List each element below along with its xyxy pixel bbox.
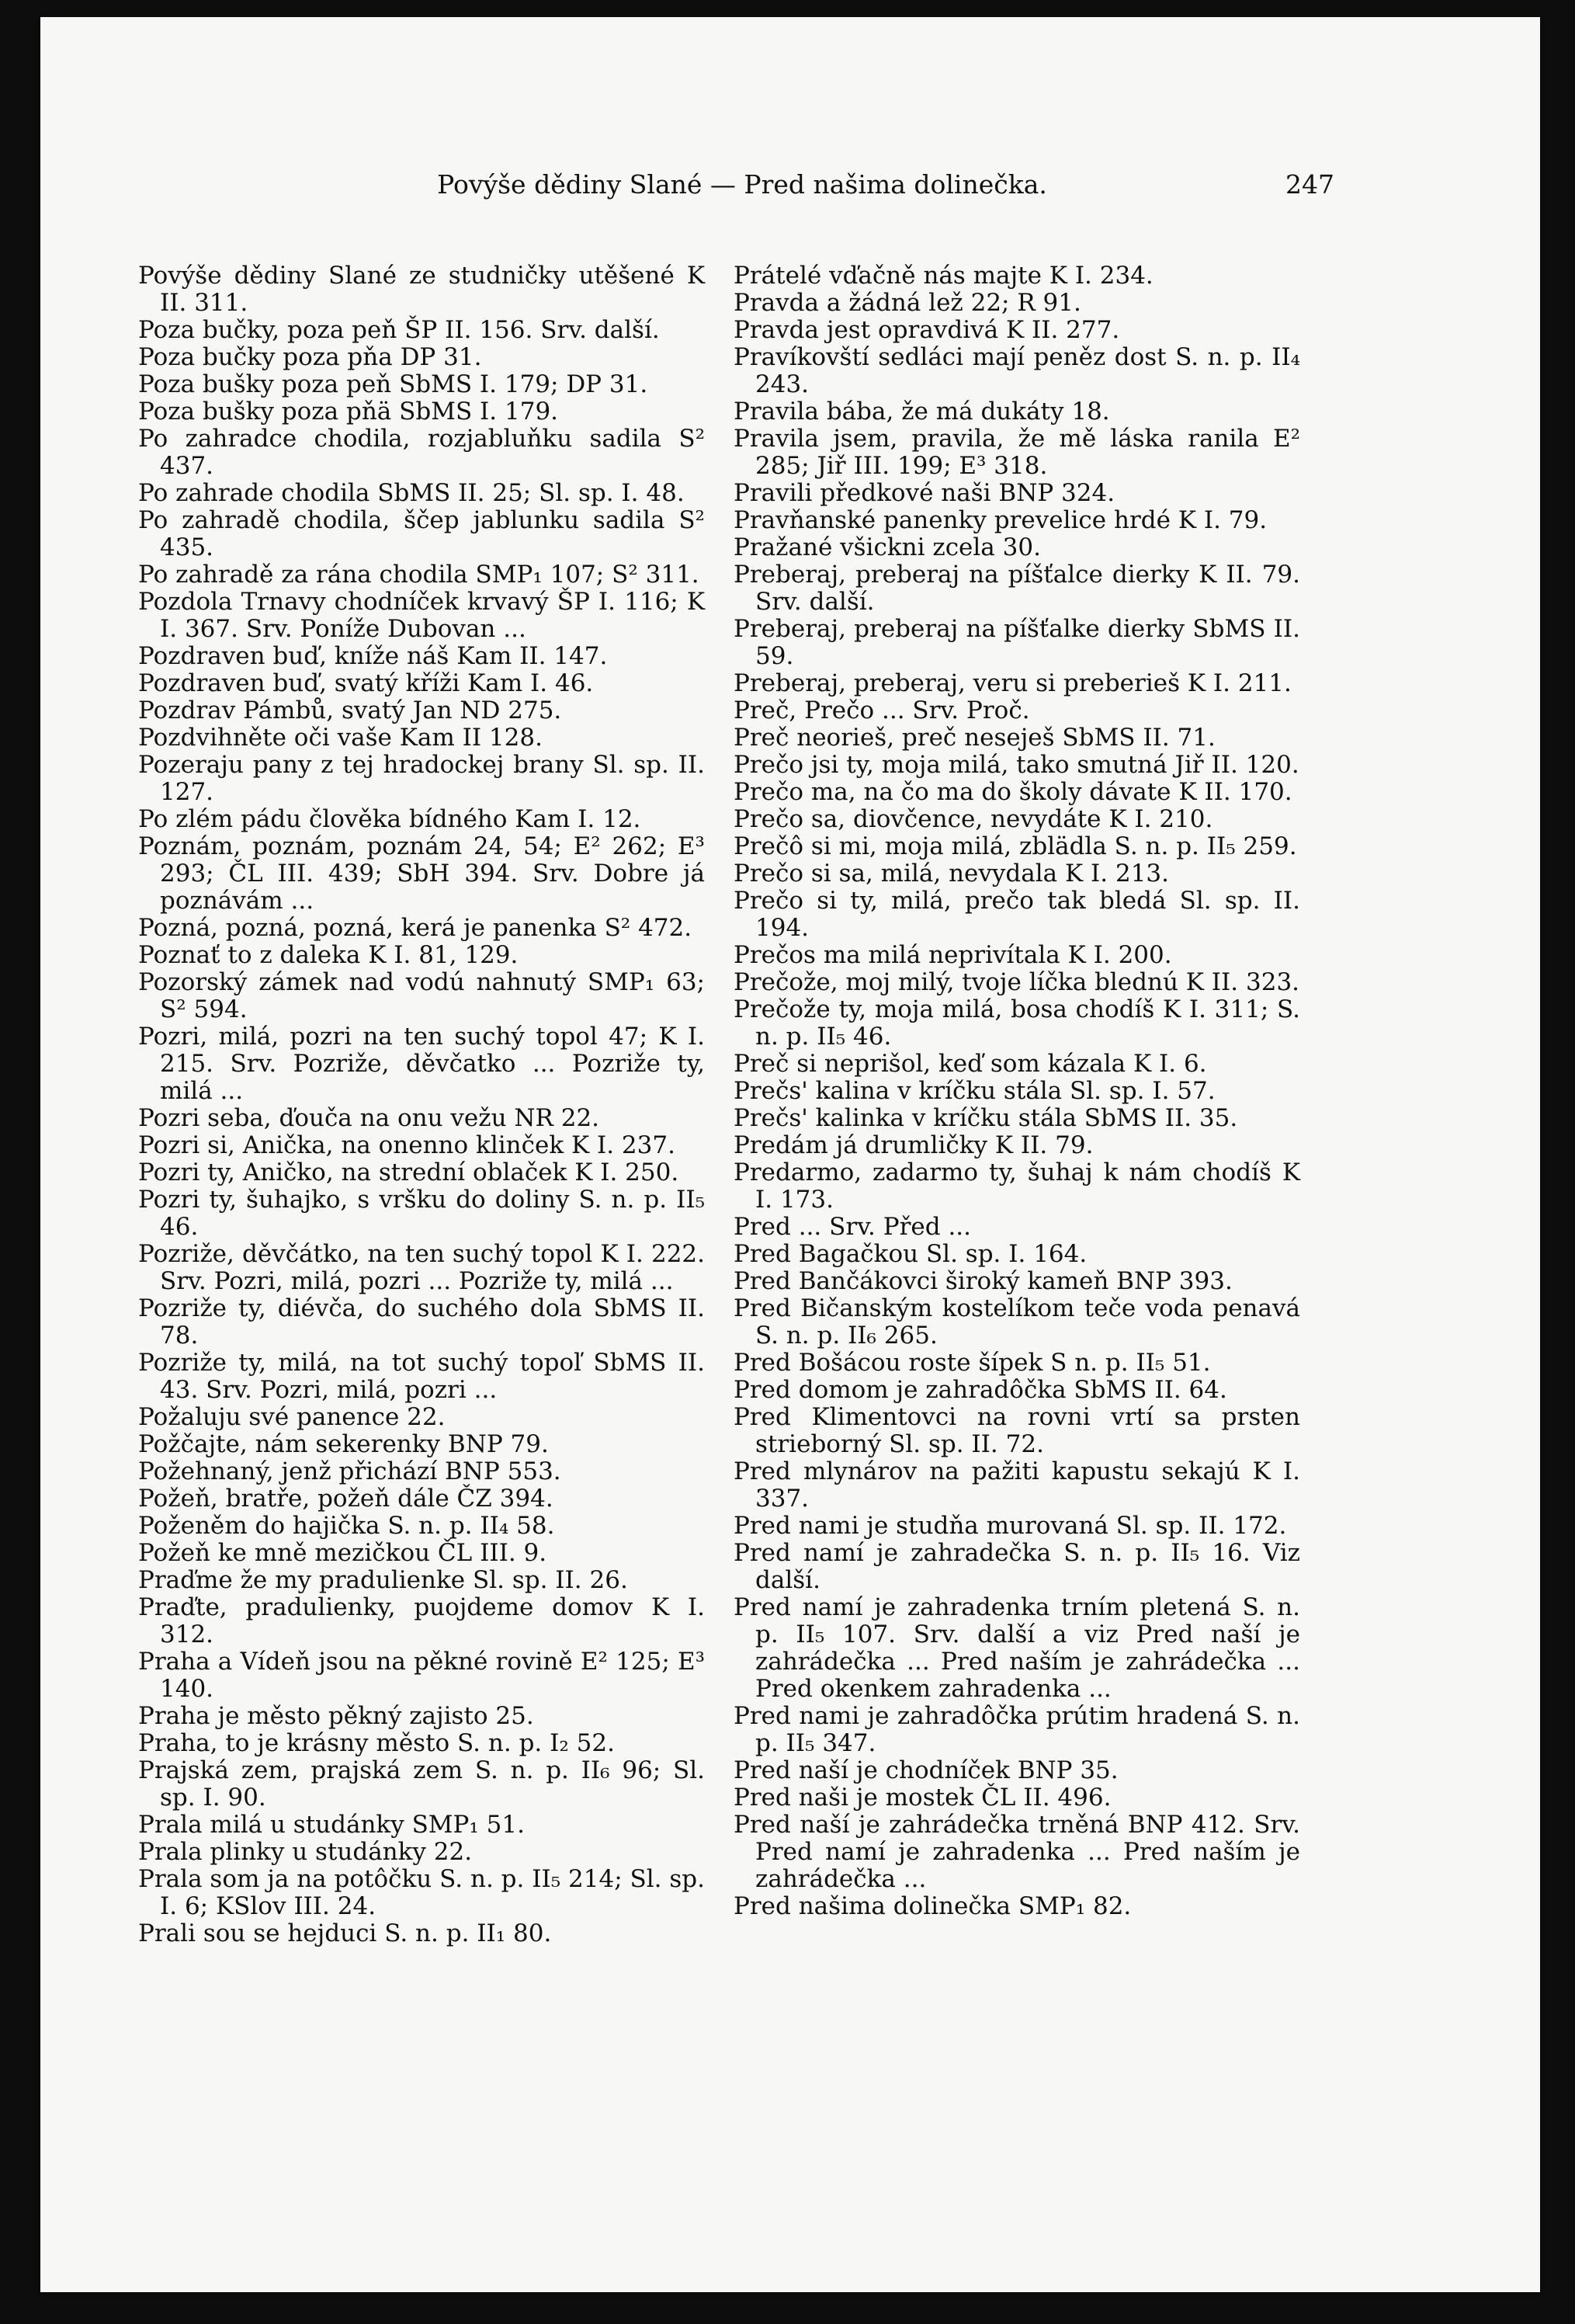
index-entry: Pred ... Srv. Před ... — [734, 1213, 972, 1241]
index-entry: Poza bučky, poza peň ŠP II. 156. Srv. další. — [138, 316, 660, 344]
index-entry: Prečo ma, na čo ma do školy dávate K II. 170. — [734, 778, 1292, 806]
index-entry: Pozeraju pany z tej hradockej brany Sl. sp. II. 127. — [138, 751, 705, 806]
index-entry: Pozdvihněte oči vaše Kam II 128. — [138, 724, 543, 752]
index-entry: Preč, Prečo ... Srv. Proč. — [734, 697, 1030, 724]
index-entry: Preberaj, preberaj na píšťalce dierky K II. 79. Srv. další. — [734, 561, 1300, 616]
index-entry: Poženěm do hajička S. n. p. II₄ 58. — [138, 1512, 555, 1540]
book-page — [40, 17, 1540, 2292]
index-entry: Prajská zem, prajská zem S. n. p. II₆ 96; Sl. sp. I. 90. — [138, 1756, 705, 1812]
page-header — [40, 169, 1540, 216]
index-entry: Pozriže ty, diévča, do suchého dola SbMS II. 78. — [138, 1294, 705, 1350]
index-entry: Pred naší je chodníček BNP 35. — [734, 1756, 1119, 1784]
index-entry: Pravda a žádná lež 22; R 91. — [734, 289, 1081, 317]
index-entry: Praha a Vídeň jsou na pěkné rovině E² 125; E³ 140. — [138, 1648, 705, 1703]
index-entry: Povýše dědiny Slané ze studničky utěšené K II. 311. — [138, 262, 705, 317]
index-entry: Prečô si mi, moja milá, zblädla S. n. p. II₅ 259. — [734, 832, 1297, 860]
index-entry: Prali sou se hejduci S. n. p. II₁ 80. — [138, 1919, 552, 1947]
index-entry: Prečože ty, moja milá, bosa chodíš K I. 311; S. n. p. II₅ 46. — [734, 995, 1300, 1051]
index-entry: Požehnaný, jenž přichází BNP 553. — [138, 1457, 561, 1485]
index-entry: Poznám, poznám, poznám 24, 54; E² 262; E³ 293; ČL III. 439; SbH 394. Srv. Dobre já poznávám ... — [138, 832, 705, 915]
index-entry: Preberaj, preberaj na píšťalke dierky SbMS II. 59. — [734, 615, 1300, 670]
index-entry: Preberaj, preberaj, veru si preberieš K I. 211. — [734, 669, 1292, 697]
index-entry: Prečs' kalinka v kríčku stála SbMS II. 35. — [734, 1104, 1238, 1132]
index-entry: Prečo si ty, milá, prečo tak bledá Sl. sp. II. 194. — [734, 887, 1300, 942]
index-entry: Predám já drumličky K II. 79. — [734, 1131, 1094, 1159]
index-entry: Poza bušky poza pňä SbMS I. 179. — [138, 398, 559, 426]
index-entry: Praďme že my pradulienke Sl. sp. II. 26. — [138, 1566, 628, 1594]
index-entry: Pozri si, Anička, na onenno klinček K I. 237. — [138, 1131, 675, 1159]
index-entry: Pražané všickni zcela 30. — [734, 533, 1041, 561]
index-entry: Pozri ty, Aničko, na strední oblaček K I. 250. — [138, 1159, 679, 1186]
index-entry: Pravila jsem, pravila, že mě láska ranila E² 285; Jiř III. 199; E³ 318. — [734, 425, 1300, 480]
index-entry: Prátelé vďačně nás majte K I. 234. — [734, 262, 1153, 290]
left-column — [138, 262, 705, 1947]
index-entry: Pred namí je zahradenka trním pletená S. n. p. II₅ 107. Srv. další a viz Pred naší je zahrádečka ... Pred naším je zahrádečka ... Pred okenkem zahradenka ... — [734, 1593, 1300, 1703]
index-entry: Pred domom je zahradôčka SbMS II. 64. — [734, 1376, 1227, 1404]
index-entry: Pravňanské panenky prevelice hrdé K I. 79. — [734, 506, 1268, 534]
index-entry: Pred Bančákovci široký kameň BNP 393. — [734, 1267, 1233, 1295]
index-entry: Pravila bába, že má dukáty 18. — [734, 398, 1110, 426]
index-entry: Pred Bičanským kostelíkom teče voda penavá S. n. p. II₆ 265. — [734, 1294, 1300, 1350]
index-entry: Prečo jsi ty, moja milá, tako smutná Jiř II. 120. — [734, 751, 1299, 779]
right-column — [734, 262, 1300, 1920]
index-entry: Pravili předkové naši BNP 324. — [734, 479, 1115, 507]
index-entry: Po zahradě za rána chodila SMP₁ 107; S² 311. — [138, 561, 699, 589]
index-entry: Pred nami je studňa murovaná Sl. sp. II. 172. — [734, 1512, 1287, 1540]
index-entry: Prečos ma milá neprivítala K I. 200. — [734, 941, 1172, 969]
index-entry: Pozriže, děvčátko, na ten suchý topol K I. 222. Srv. Pozri, milá, pozri ... Pozriže ty, milá ... — [138, 1240, 705, 1295]
index-entry: Pozri seba, ďouča na onu vežu NR 22. — [138, 1104, 600, 1132]
index-entry: Požeň ke mně mezičkou ČL III. 9. — [138, 1539, 547, 1567]
index-entry: Pred mlynárov na pažiti kapustu sekajú K I. 337. — [734, 1457, 1300, 1513]
index-entry: Po zahrade chodila SbMS II. 25; Sl. sp. I. 48. — [138, 479, 685, 507]
index-entry: Poza bučky poza pňa DP 31. — [138, 343, 482, 371]
index-entry: Preč neorieš, preč neseješ SbMS II. 71. — [734, 724, 1216, 752]
index-entry: Poznať to z daleka K I. 81, 129. — [138, 941, 519, 969]
running-head: Povýše dědiny Slané — Pred našima dolinečka. — [437, 169, 1047, 200]
index-entry: Pred našima dolinečka SMP₁ 82. — [734, 1892, 1132, 1920]
index-entry: Pred naši je mostek ČL II. 496. — [734, 1784, 1112, 1812]
page-number: 247 — [1285, 169, 1334, 200]
index-entry: Po zahradě chodila, ščep jablunku sadila S² 435. — [138, 506, 705, 561]
index-entry: Pozri ty, šuhajko, s vršku do doliny S. n. p. II₅ 46. — [138, 1186, 705, 1241]
index-entry: Prala plinky u studánky 22. — [138, 1838, 473, 1866]
index-entry: Pozdraven buď, svatý kříži Kam I. 46. — [138, 669, 594, 697]
index-entry: Pozri, milá, pozri na ten suchý topol 47; K I. 215. Srv. Pozriže, děvčatko ... Pozriže ty, milá ... — [138, 1023, 705, 1105]
index-entry: Pred Bošácou roste šípek S n. p. II₅ 51. — [734, 1349, 1211, 1377]
index-entry: Prala som ja na potôčku S. n. p. II₅ 214; Sl. sp. I. 6; KSlov III. 24. — [138, 1865, 705, 1920]
index-entry: Pravíkovští sedláci mají peněz dost S. n. p. II₄ 243. — [734, 343, 1300, 398]
index-entry: Pozdraven buď, kníže náš Kam II. 147. — [138, 642, 608, 670]
index-entry: Po zahradce chodila, rozjabluňku sadila S² 437. — [138, 425, 705, 480]
index-entry: Praha je město pěkný zajisto 25. — [138, 1702, 534, 1730]
index-entry: Pozorský zámek nad vodú nahnutý SMP₁ 63; S² 594. — [138, 968, 705, 1023]
index-entry: Poza bušky poza peň SbMS I. 179; DP 31. — [138, 370, 648, 398]
index-entry: Pozriže ty, milá, na tot suchý topoľ SbMS II. 43. Srv. Pozri, milá, pozri ... — [138, 1349, 705, 1404]
index-entry: Prečo sa, diovčence, nevydáte K I. 210. — [734, 805, 1213, 833]
index-entry: Praha, to je krásny město S. n. p. I₂ 52. — [138, 1729, 615, 1757]
index-entry: Prečs' kalina v kríčku stála Sl. sp. I. 57. — [734, 1077, 1216, 1105]
index-entry: Pravda jest opravdivá K II. 277. — [734, 316, 1120, 344]
index-entry: Pozdrav Pámbů, svatý Jan ND 275. — [138, 697, 562, 724]
index-entry: Pred naší je zahrádečka trněná BNP 412. Srv. Pred namí je zahradenka ... Pred naším je zahrádečka ... — [734, 1811, 1300, 1893]
index-entry: Preč si neprišol, keď som kázala K I. 6. — [734, 1050, 1207, 1078]
index-entry: Pred Klimentovci na rovni vrtí sa prsten strieborný Sl. sp. II. 72. — [734, 1403, 1300, 1458]
index-entry: Pozdola Trnavy chodníček krvavý ŠP I. 116; K I. 367. Srv. Poníže Dubovan ... — [138, 588, 705, 643]
index-entry: Prečože, moj milý, tvoje líčka blednú K II. 323. — [734, 968, 1300, 996]
index-entry: Požčajte, nám sekerenky BNP 79. — [138, 1430, 549, 1458]
index-entry: Pred namí je zahradečka S. n. p. II₅ 16. Viz další. — [734, 1539, 1300, 1594]
index-entry: Praďte, pradulienky, puojdeme domov K I. 312. — [138, 1593, 705, 1648]
index-entry: Po zlém pádu člověka bídného Kam I. 12. — [138, 805, 641, 833]
index-entry: Prala milá u studánky SMP₁ 51. — [138, 1811, 525, 1839]
index-entry: Pred Bagačkou Sl. sp. I. 164. — [734, 1240, 1088, 1268]
index-entry: Požaluju své panence 22. — [138, 1403, 446, 1431]
index-entry: Požeň, bratře, požeň dále ČZ 394. — [138, 1485, 553, 1513]
index-entry: Predarmo, zadarmo ty, šuhaj k nám chodíš K I. 173. — [734, 1159, 1300, 1214]
index-entry: Pred nami je zahradôčka prútim hradená S. n. p. II₅ 347. — [734, 1702, 1300, 1757]
index-entry: Prečo si sa, milá, nevydala K I. 213. — [734, 860, 1169, 888]
index-entry: Pozná, pozná, pozná, kerá je panenka S² 472. — [138, 914, 692, 942]
